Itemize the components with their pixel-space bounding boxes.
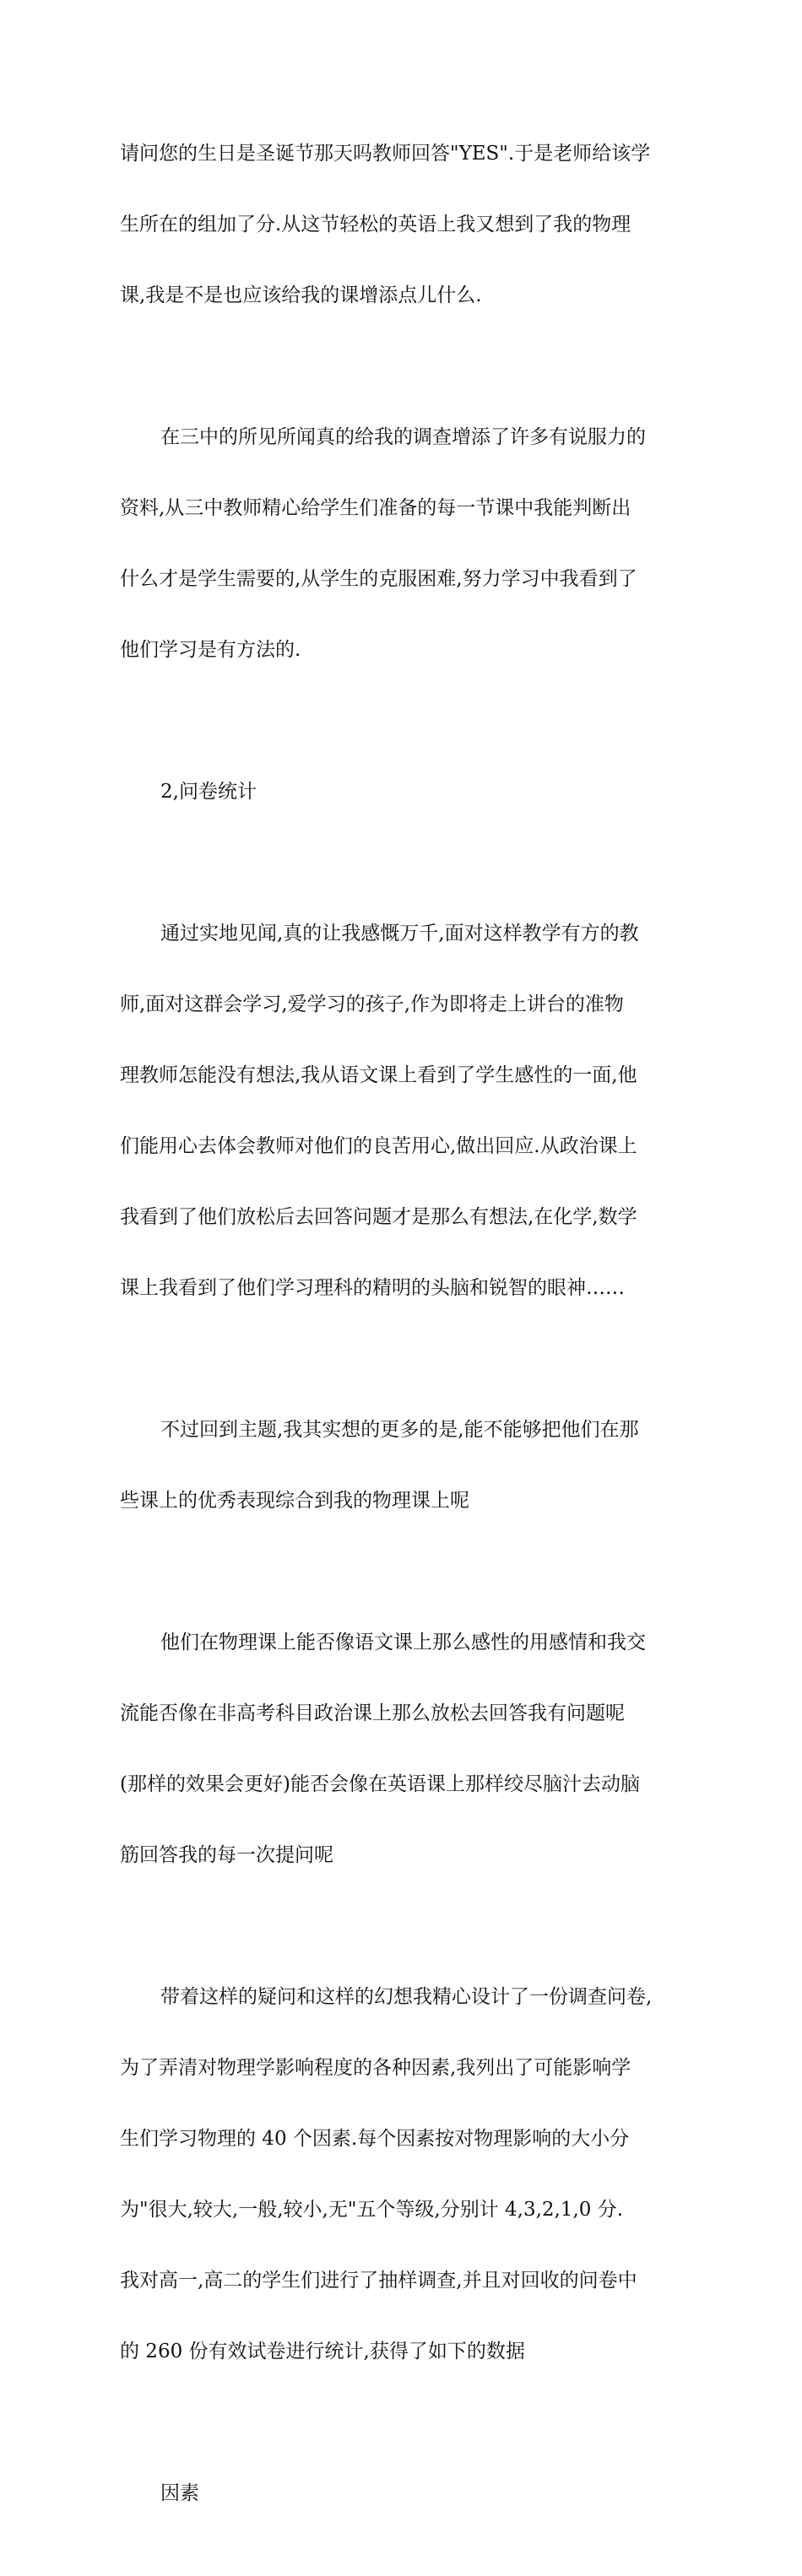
paragraph-2	[120, 378, 694, 709]
text-line: 不过回到主题,我其实想的更多的是,能不能够把他们在那	[160, 1419, 639, 1441]
text-line: 师,面对这群会学习,爱学习的孩子,作为即将走上讲台的准物	[120, 993, 624, 1015]
text-line: 他们在物理课上能否像语文课上那么感性的用感情和我交	[160, 1632, 646, 1653]
text-line: 的 260 份有效试卷进行统计,获得了如下的数据	[120, 2341, 525, 2362]
text-line: 为了弄清对物理学影响程度的各种因素,我列出了可能影响学	[120, 2057, 631, 2079]
text-line: 们能用心去体会教师对他们的良苦用心,做出回应.从政治课上	[120, 1135, 637, 1157]
text-line: 筋回答我的每一次提问呢	[120, 1844, 333, 1866]
text-line: 因素	[160, 2482, 199, 2504]
paragraph-5	[120, 1583, 694, 1914]
text-line: 通过实地见闻,真的让我感慨万千,面对这样教学有方的教	[160, 923, 639, 944]
paragraph-1	[120, 95, 694, 354]
paragraph-3	[120, 874, 694, 1347]
section-heading-questionnaire	[120, 733, 694, 851]
text-line: 些课上的优秀表现综合到我的物理课上呢	[120, 1490, 469, 1512]
text-line: 2,问卷统计	[160, 781, 257, 803]
text-line: 我看到了他们放松后去回答问题才是那么有想法,在化学,数学	[120, 1206, 637, 1228]
text-line: 生所在的组加了分.从这节轻松的英语上我又想到了我的物理	[120, 214, 631, 235]
text-line: 带着这样的疑问和这样的幻想我精心设计了一份调查问卷,	[160, 1986, 653, 2008]
text-line: 课,我是不是也应该给我的课增添点儿什么.	[120, 284, 482, 306]
document-page	[120, 95, 694, 2576]
text-line: 流能否像在非高考科目政治课上那么放松去回答我有问题呢	[120, 1702, 625, 1724]
text-line: 我对高一,高二的学生们进行了抽样调查,并且对回收的问卷中	[120, 2270, 637, 2292]
text-line: 他们学习是有方法的.	[120, 639, 301, 661]
text-line: 理教师怎能没有想法,我从语文课上看到了学生感性的一面,他	[120, 1064, 637, 1086]
text-line: 课上我看到了他们学习理科的精明的头脑和锐智的眼神……	[120, 1277, 625, 1299]
text-line: 为"很大,较大,一般,较小,无"五个等级,分别计 4,3,2,1,0 分.	[120, 2199, 624, 2221]
text-line: 生们学习物理的 40 个因素.每个因素按对物理影响的大小分	[120, 2128, 630, 2150]
paragraph-4	[120, 1371, 694, 1560]
text-line: 资料,从三中教师精心给学生们准备的每一节课中我能判断出	[120, 497, 631, 519]
paragraph-6	[120, 1938, 694, 2411]
text-line: 什么才是学生需要的,从学生的克服困难,努力学习中我看到了	[120, 568, 637, 590]
section-heading-factors	[120, 2434, 694, 2552]
text-line: 在三中的所见所闻真的给我的调查增添了许多有说服力的	[160, 426, 646, 448]
text-line: (那样的效果会更好)能否会像在英语课上那样绞尽脑汁去动脑	[120, 1773, 640, 1795]
text-line: 请问您的生日是圣诞节那天吗教师回答"YES".于是老师给该学	[120, 143, 651, 165]
